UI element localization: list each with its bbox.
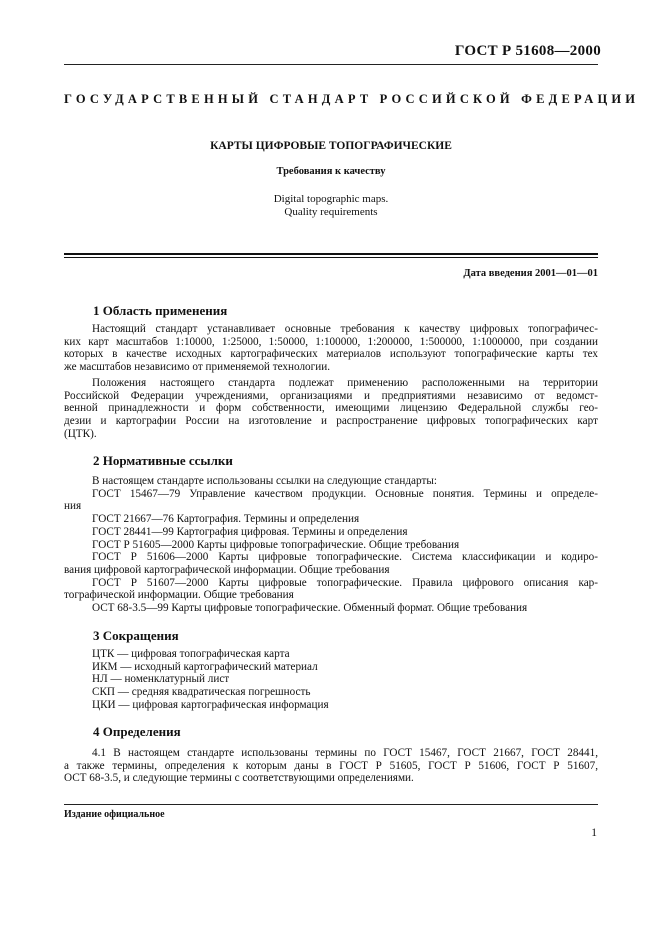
text-line: Положения настоящего стандарта подлежат применению расположенными на территории <box>92 377 598 389</box>
reference-item: ГОСТ Р 51607—2000 Карты цифровые топографические. Правила цифрового описания кар- <box>92 576 598 589</box>
introduction-date: Дата введения 2001—01—01 <box>463 268 598 279</box>
text-line: ния <box>64 500 82 513</box>
reference-item: ГОСТ 21667—76 Картография. Термины и определения <box>92 513 360 526</box>
section-heading-normative-references: 2 Нормативные ссылки <box>93 453 233 468</box>
section-references-list <box>64 475 598 615</box>
abbreviation-item: ЦТК — цифровая топографическая карта <box>92 648 290 660</box>
text-line: Российской Федерации учреждениями, организациями и предприятиями независимо от ведомст- <box>64 389 598 402</box>
section-abbreviations-list <box>64 648 598 712</box>
text-line: ких карт масштабов 1:10000, 1:25000, 1:50000, 1:100000, 1:200000, 1:500000, 1:1000000, при создании <box>64 335 598 348</box>
footer-rule <box>64 804 598 805</box>
text-line: же масштабов независимо от применяемой технологии. <box>64 361 330 374</box>
english-title-line: Digital topographic maps. <box>273 193 389 205</box>
abbreviation-item: ИКМ — исходный картографический материал <box>92 660 318 673</box>
section-definitions-paragraph <box>64 747 598 785</box>
document-subtitle: Требования к качеству <box>276 166 386 177</box>
page-number: 1 <box>591 827 597 839</box>
text-line: В настоящем стандарте использованы ссылки на следующие стандарты: <box>92 475 437 487</box>
state-standard-heading: ГОСУДАРСТВЕННЫЙ СТАНДАРТ РОССИЙСКОЙ ФЕДЕРАЦИИ <box>64 92 640 106</box>
text-line: Настоящий стандарт устанавливает основные требования к качеству цифровых топографичес- <box>92 323 598 335</box>
title-rule-thick <box>64 253 598 255</box>
text-line: а также термины, определения к которым даны в ГОСТ Р 51605, ГОСТ Р 51606, ГОСТ Р 51607, <box>64 759 598 772</box>
reference-item: ГОСТ Р 51606—2000 Карты цифровые топографические. Система классификации и кодиро- <box>92 551 598 564</box>
reference-item: ГОСТ 15467—79 Управление качеством продукции. Основные понятия. Термины и определе- <box>92 487 598 500</box>
reference-item: ГОСТ 28441—99 Картография цифровая. Термины и определения <box>92 525 408 538</box>
text-line: (ЦТК). <box>64 427 97 440</box>
abbreviation-item: НЛ — номенклатурный лист <box>92 673 230 686</box>
text-line: 4.1 В настоящем стандарте использованы термины по ГОСТ 15467, ГОСТ 21667, ГОСТ 28441, <box>92 747 598 759</box>
english-title-line: Quality requirements <box>284 206 378 218</box>
english-title <box>64 193 598 219</box>
header-rule <box>64 64 598 65</box>
document-title: КАРТЫ ЦИФРОВЫЕ ТОПОГРАФИЧЕСКИЕ <box>210 140 452 152</box>
abbreviation-item: ЦКИ — цифровая картографическая информация <box>92 698 329 711</box>
text-line: которых в качестве исходных картографических материалов используют топографические карты тех <box>64 348 598 361</box>
text-line: вания цифровой картографической информации. Общие требования <box>64 563 390 576</box>
document-number: ГОСТ Р 51608—2000 <box>454 43 601 59</box>
reference-item: ГОСТ Р 51605—2000 Карты цифровые топографические. Общие требования <box>92 538 460 551</box>
section-heading-definitions: 4 Определения <box>93 724 181 739</box>
text-line: ОСТ 68-3.5, и следующие термины с соответствующими определениями. <box>64 772 414 785</box>
section-heading-abbreviations: 3 Сокращения <box>93 628 179 643</box>
reference-item: ОСТ 68-3.5—99 Карты цифровые топографические. Обменный формат. Общие требования <box>92 602 528 615</box>
text-line: дезии и картографии России на изготовление и распространение цифровых топографических карт <box>64 415 598 428</box>
text-line: тографической информации. Общие требования <box>64 589 294 602</box>
official-edition-label: Издание официальное <box>64 809 165 820</box>
abbreviation-item: СКП — средняя квадратическая погрешность <box>92 686 311 699</box>
section-scope-paragraph-1 <box>64 323 598 374</box>
section-scope-paragraph-2 <box>64 377 598 441</box>
text-line: венной принадлежности и форм собственности, имеющими лицензию Федеральной службы гео- <box>64 402 598 415</box>
section-heading-scope: 1 Область применения <box>93 303 228 318</box>
title-rule-thin <box>64 257 598 258</box>
